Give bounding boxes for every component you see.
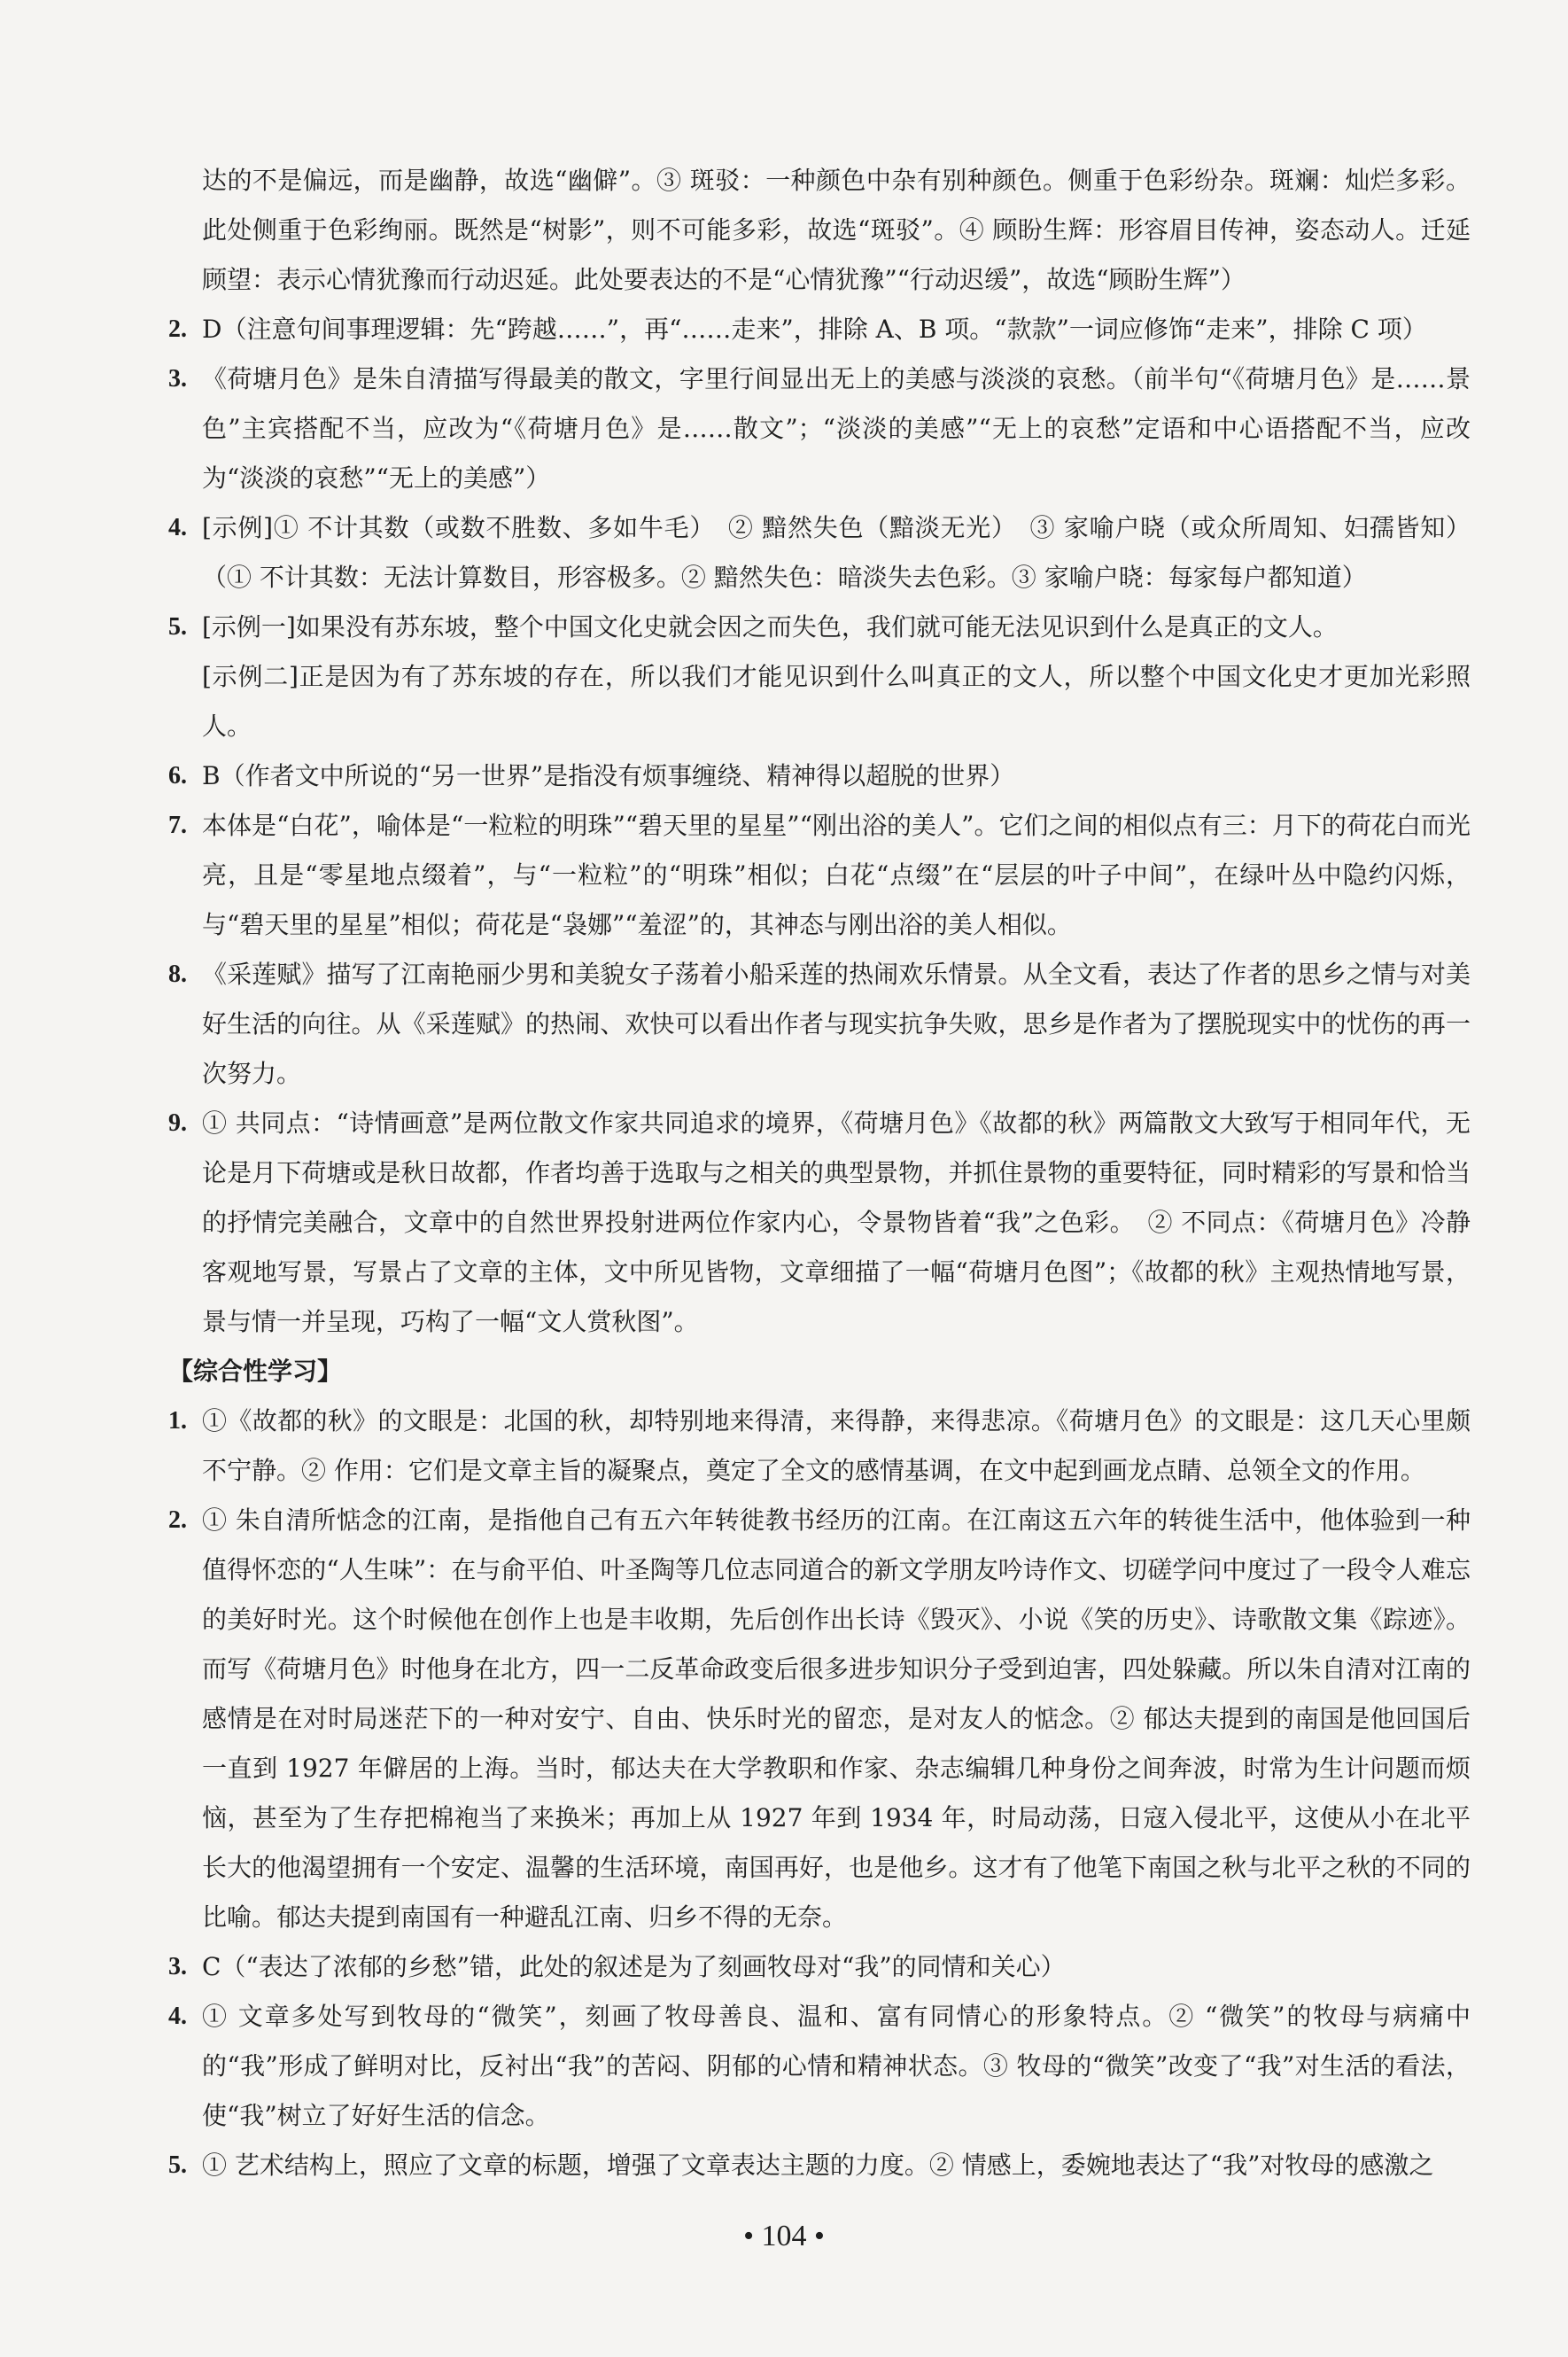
item-number: 2. — [168, 315, 187, 343]
item-number: 3. — [168, 365, 187, 393]
item-number: 4. — [168, 514, 187, 541]
section-item-2 — [168, 1496, 1471, 1942]
section-item-4 — [168, 1992, 1471, 2141]
section-item-5 — [168, 2141, 1471, 2190]
item-number: 4. — [168, 2003, 187, 2030]
answer-item-5-example-2 — [168, 652, 1471, 751]
section-heading: 【综合性学习】 — [168, 1357, 343, 1386]
item-text: ① 朱自清所惦念的江南，是指他自己有五六年转徙教书经历的江南。在江南这五六年的转徙生活中，他体验到一种值得怀恋的“人生味”：在与俞平伯、叶圣陶等几位志同道合的新文学朋友吟诗作文、切磋学问中度过了一段令人难忘的美好时光。这个时候他在创作上也是丰收期，先后创作出长诗《毁灭》、小说《笑的历史》、诗歌散文集《踪迹》。而写《荷塘月色》时他身在北方，四一二反革命政变后很多进步知识分子受到迫害，四处躲藏。所以朱自清对江南的感情是在对时局迷茫下的一种对安宁、自由、快乐时光的留恋，是对友人的惦念。② 郁达夫提到的南国是他回国后一直到 1927 年僻居的上海。当时，郁达夫在大学教职和作家、杂志编辑几种身份之间奔波，时常为生计问题而烦恼，甚至为了生存把棉袍当了来换米；再加上从 1927 年到 1934 年，时局动荡，日寇入侵北平，这使从小在北平长大的他渴望拥有一个安定、温馨的生活环境，南国再好，也是他乡。这才有了他笔下南国之秋与北平之秋的不同的比喻。郁达夫提到南国有一种避乱江南、归乡不得的无奈。 — [202, 1505, 1471, 1932]
item-text: [示例]① 不计其数（或数不胜数、多如牛毛） ② 黯然失色（黯淡无光） ③ 家喻户晓（或众所周知、妇孺皆知）（① 不计其数：无法计算数目，形容极多。② 黯然失色：暗淡失去色彩。③ 家喻户晓：每家每户都知道） — [202, 513, 1471, 592]
item-text: 《荷塘月色》是朱自清描写得最美的散文，字里行间显出无上的美感与淡淡的哀愁。（前半句“《荷塘月色》是……景色”主宾搭配不当，应改为“《荷塘月色》是……散文”；“淡淡的美感”“无上的哀愁”定语和中心语搭配不当，应改为“淡淡的哀愁”“无上的美感”） — [202, 364, 1471, 493]
answer-item-2 — [168, 305, 1471, 354]
page-number: • 104 • — [743, 2220, 825, 2252]
item-text: ① 共同点：“诗情画意”是两位散文作家共同追求的境界，《荷塘月色》《故都的秋》两篇散文大致写于相同年代，无论是月下荷塘或是秋日故都，作者均善于选取与之相关的典型景物，并抓住景物的重要特征，同时精彩的写景和恰当的抒情完美融合，文章中的自然世界投射进两位作家内心，令景物皆着“我”之色彩。 ② 不同点：《荷塘月色》冷静客观地写景，写景占了文章的主体，文中所见皆物，文章细描了一幅“荷塘月色图”；《故都的秋》主观热情地写景，景与情一并呈现，巧构了一幅“文人赏秋图”。 — [202, 1108, 1471, 1336]
answer-item-5 — [168, 603, 1471, 652]
item-text: D（注意句间事理逻辑：先“跨越……”，再“……走来”，排除 A、B 项。“款款”一词应修饰“走来”，排除 C 项） — [202, 315, 1427, 344]
item-text: C（“表达了浓郁的乡愁”错，此处的叙述是为了刻画牧母对“我”的同情和关心） — [202, 1952, 1066, 1981]
answer-item-3 — [168, 354, 1471, 503]
item-number: 5. — [168, 613, 187, 641]
item-number: 2. — [168, 1506, 187, 1534]
item-text: ①《故都的秋》的文眼是：北国的秋，却特别地来得清，来得静，来得悲凉。《荷塘月色》的文眼是：这几天心里颇不宁静。② 作用：它们是文章主旨的凝聚点，奠定了全文的感情基调，在文中起到画龙点睛、总领全文的作用。 — [202, 1406, 1471, 1485]
item-number: 5. — [168, 2151, 187, 2179]
answer-item-4 — [168, 503, 1471, 603]
item-text: B（作者文中所说的“另一世界”是指没有烦事缠绕、精神得以超脱的世界） — [202, 761, 1015, 790]
answer-item-6 — [168, 751, 1471, 801]
answer-item-9 — [168, 1099, 1471, 1347]
section-item-3 — [168, 1942, 1471, 1992]
item-number: 3. — [168, 1953, 187, 1980]
item-number: 7. — [168, 812, 187, 839]
answer-item-7 — [168, 801, 1471, 950]
item-text: ① 文章多处写到牧母的“微笑”，刻画了牧母善良、温和、富有同情心的形象特点。② “微笑”的牧母与病痛中的“我”形成了鲜明对比，反衬出“我”的苦闷、阴郁的心情和精神状态。③ 牧母的“微笑”改变了“我”对生活的看法，使“我”树立了好好生活的信念。 — [202, 2002, 1471, 2130]
item-text: 本体是“白花”，喻体是“一粒粒的明珠”“碧天里的星星”“刚出浴的美人”。它们之间的相似点有三：月下的荷花白而光亮，且是“零星地点缀着”，与“一粒粒”的“明珠”相似；白花“点缀”在“层层的叶子中间”，在绿叶丛中隐约闪烁，与“碧天里的星星”相似；荷花是“袅娜”“羞涩”的，其神态与刚出浴的美人相似。 — [202, 811, 1471, 939]
item-number: 8. — [168, 961, 187, 988]
item-text: ① 艺术结构上，照应了文章的标题，增强了文章表达主题的力度。② 情感上，委婉地表达了“我”对牧母的感激之 — [202, 2151, 1434, 2180]
answer-item-8 — [168, 950, 1471, 1099]
item-number: 1. — [168, 1407, 187, 1435]
item-text: 《采莲赋》描写了江南艳丽少男和美貌女子荡着小船采莲的热闹欢乐情景。从全文看，表达了作者的思乡之情与对美好生活的向往。从《采莲赋》的热闹、欢快可以看出作者与现实抗争失败，思乡是作者为了摆脱现实中的忧伤的再一次努力。 — [202, 960, 1471, 1088]
section-item-1 — [168, 1396, 1471, 1496]
item-text: [示例一]如果没有苏东坡，整个中国文化史就会因之而失色，我们就可能无法见识到什么是真正的文人。 — [202, 612, 1338, 642]
item-number: 6. — [168, 762, 187, 790]
item-text: [示例二]正是因为有了苏东坡的存在，所以我们才能见识到什么叫真正的文人，所以整个中国文化史才更加光彩照人。 — [202, 662, 1471, 741]
continuation-paragraph: 达的不是偏远，而是幽静，故选“幽僻”。③ 斑驳：一种颜色中杂有别种颜色。侧重于色彩纷杂。斑斓：灿烂多彩。此处侧重于色彩绚丽。既然是“树影”，则不可能多彩，故选“斑驳”。④ 顾盼生辉：形容眉目传神，姿态动人。迁延顾望：表示心情犹豫而行动迟延。此处要表达的不是“心情犹豫”“行动迟缓”，故选“顾盼生辉”） — [202, 166, 1471, 294]
answer-content — [168, 156, 1471, 2190]
item-number: 9. — [168, 1109, 187, 1137]
